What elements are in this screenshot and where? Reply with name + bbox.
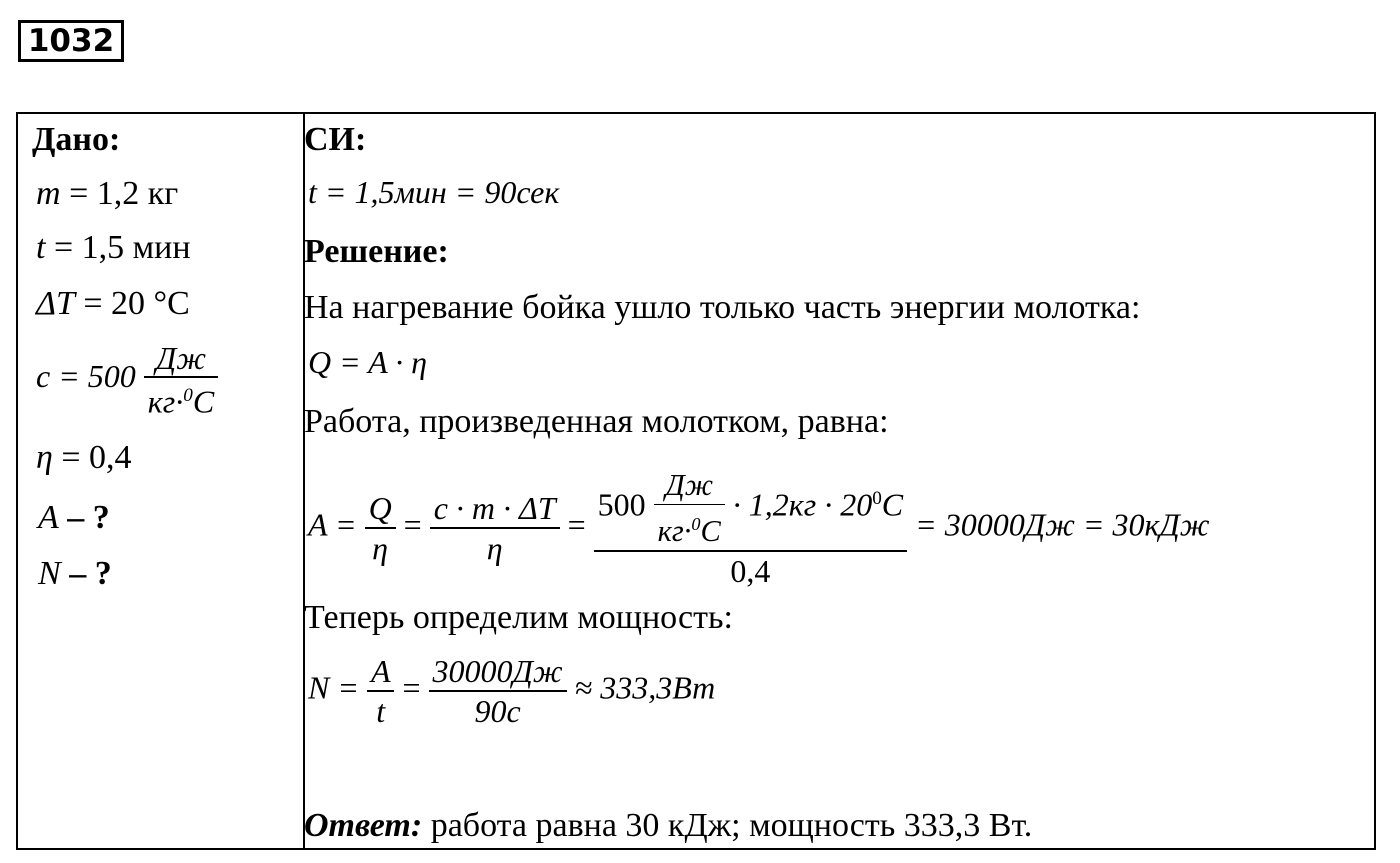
formula-work xyxy=(308,466,1210,590)
formula-power-frac2-den: 90с xyxy=(474,693,521,729)
formula-power-frac1 xyxy=(367,652,395,730)
formula-power xyxy=(308,652,715,730)
given-efficiency-value: = 0,4 xyxy=(52,439,132,476)
given-mass xyxy=(36,174,178,214)
answer xyxy=(304,806,1032,846)
unknown-power-symbol: N xyxy=(38,555,61,592)
formula-power-frac2 xyxy=(429,652,567,730)
given-efficiency-symbol: η xyxy=(36,439,53,476)
formula-power-eq1: = xyxy=(402,669,421,706)
solution-text-work: Работа, произведенная молотком, равна: xyxy=(304,403,889,440)
frac3-inner-den-b: C xyxy=(700,514,721,549)
column-divider xyxy=(303,114,305,848)
frac3-inner-num: Дж xyxy=(654,466,725,505)
formula-power-frac2-num: 30000Дж xyxy=(429,652,567,692)
given-heat-num: Дж xyxy=(144,340,218,378)
frac3-inner-den-sup: 0 xyxy=(691,514,701,534)
formula-work-frac1 xyxy=(365,489,396,567)
frac3-inner-fraction xyxy=(654,466,725,550)
frac3-num-rest: · 1,2кг · 20 xyxy=(732,486,873,523)
formula-work-result: = 30000Дж = 30кДж xyxy=(915,506,1210,543)
formula-power-frac1-num: A xyxy=(367,652,395,692)
given-heat-den-a: кг· xyxy=(147,383,184,420)
given-heat-den xyxy=(144,378,218,420)
formula-work-eq1: = xyxy=(403,506,422,543)
given-time xyxy=(36,228,191,268)
unknown-power-mark: – ? xyxy=(60,555,112,592)
given-heat-prefix: c = 500 xyxy=(36,358,136,395)
formula-work-lhs: A = xyxy=(308,506,357,543)
formula-work-frac3 xyxy=(594,466,907,590)
answer-text: работа равна 30 кДж; мощность 333,3 Вт. xyxy=(422,807,1033,844)
formula-work-frac3-num xyxy=(594,466,907,552)
formula-power-frac1-den: t xyxy=(376,693,386,729)
frac3-num-c: C xyxy=(881,486,904,523)
formula-work-frac2-den: η xyxy=(486,530,503,567)
formula-power-result: ≈ 333,3Вт xyxy=(574,669,716,706)
frac3-num-500: 500 xyxy=(597,486,646,523)
frac3-num-sup: 0 xyxy=(872,487,882,509)
given-mass-symbol: m xyxy=(36,175,61,212)
solution-text-energy: На нагревание бойка ушло только часть энергии молотка: xyxy=(304,289,1141,326)
given-time-symbol: t xyxy=(36,229,46,266)
formula-work-eq2: = xyxy=(567,506,586,543)
formula-power-lhs: N = xyxy=(308,669,359,706)
frac3-inner-den-a: кг· xyxy=(657,514,692,549)
formula-work-frac2-num: c · m · ΔT xyxy=(430,489,560,529)
given-efficiency xyxy=(36,438,132,478)
unknown-work-mark: – ? xyxy=(58,499,110,536)
given-temperature-value: = 20 °С xyxy=(74,285,190,322)
given-temperature xyxy=(36,284,190,324)
formula-work-frac3-den: 0,4 xyxy=(730,553,771,590)
problem-number: 1032 xyxy=(18,20,124,62)
given-temperature-symbol: ΔT xyxy=(36,285,75,322)
frac3-inner-den xyxy=(654,505,725,550)
formula-work-frac1-den: η xyxy=(372,530,389,567)
si-heading: СИ: xyxy=(304,121,367,158)
given-specific-heat xyxy=(36,340,218,420)
unknown-power xyxy=(38,554,112,594)
given-heat-fraction xyxy=(144,340,218,420)
given-time-value: = 1,5 мин xyxy=(45,229,191,266)
given-mass-value: = 1,2 кг xyxy=(60,175,179,212)
unknown-work-symbol: A xyxy=(38,499,59,536)
unknown-work xyxy=(38,498,110,538)
solution-text-power: Теперь определим мощность: xyxy=(304,599,733,636)
formula-work-frac1-num: Q xyxy=(365,489,396,529)
si-conversion: t = 1,5мин = 90сек xyxy=(308,174,560,210)
formula-heat: Q = A · η xyxy=(308,344,427,380)
given-heading: Дано: xyxy=(32,121,121,158)
solution-heading: Решение: xyxy=(304,233,449,270)
given-heat-den-sup: 0 xyxy=(183,385,193,406)
solution-table xyxy=(16,112,1376,850)
answer-label: Ответ: xyxy=(304,807,423,844)
formula-work-frac2 xyxy=(430,489,560,567)
given-heat-den-b: C xyxy=(192,383,215,420)
